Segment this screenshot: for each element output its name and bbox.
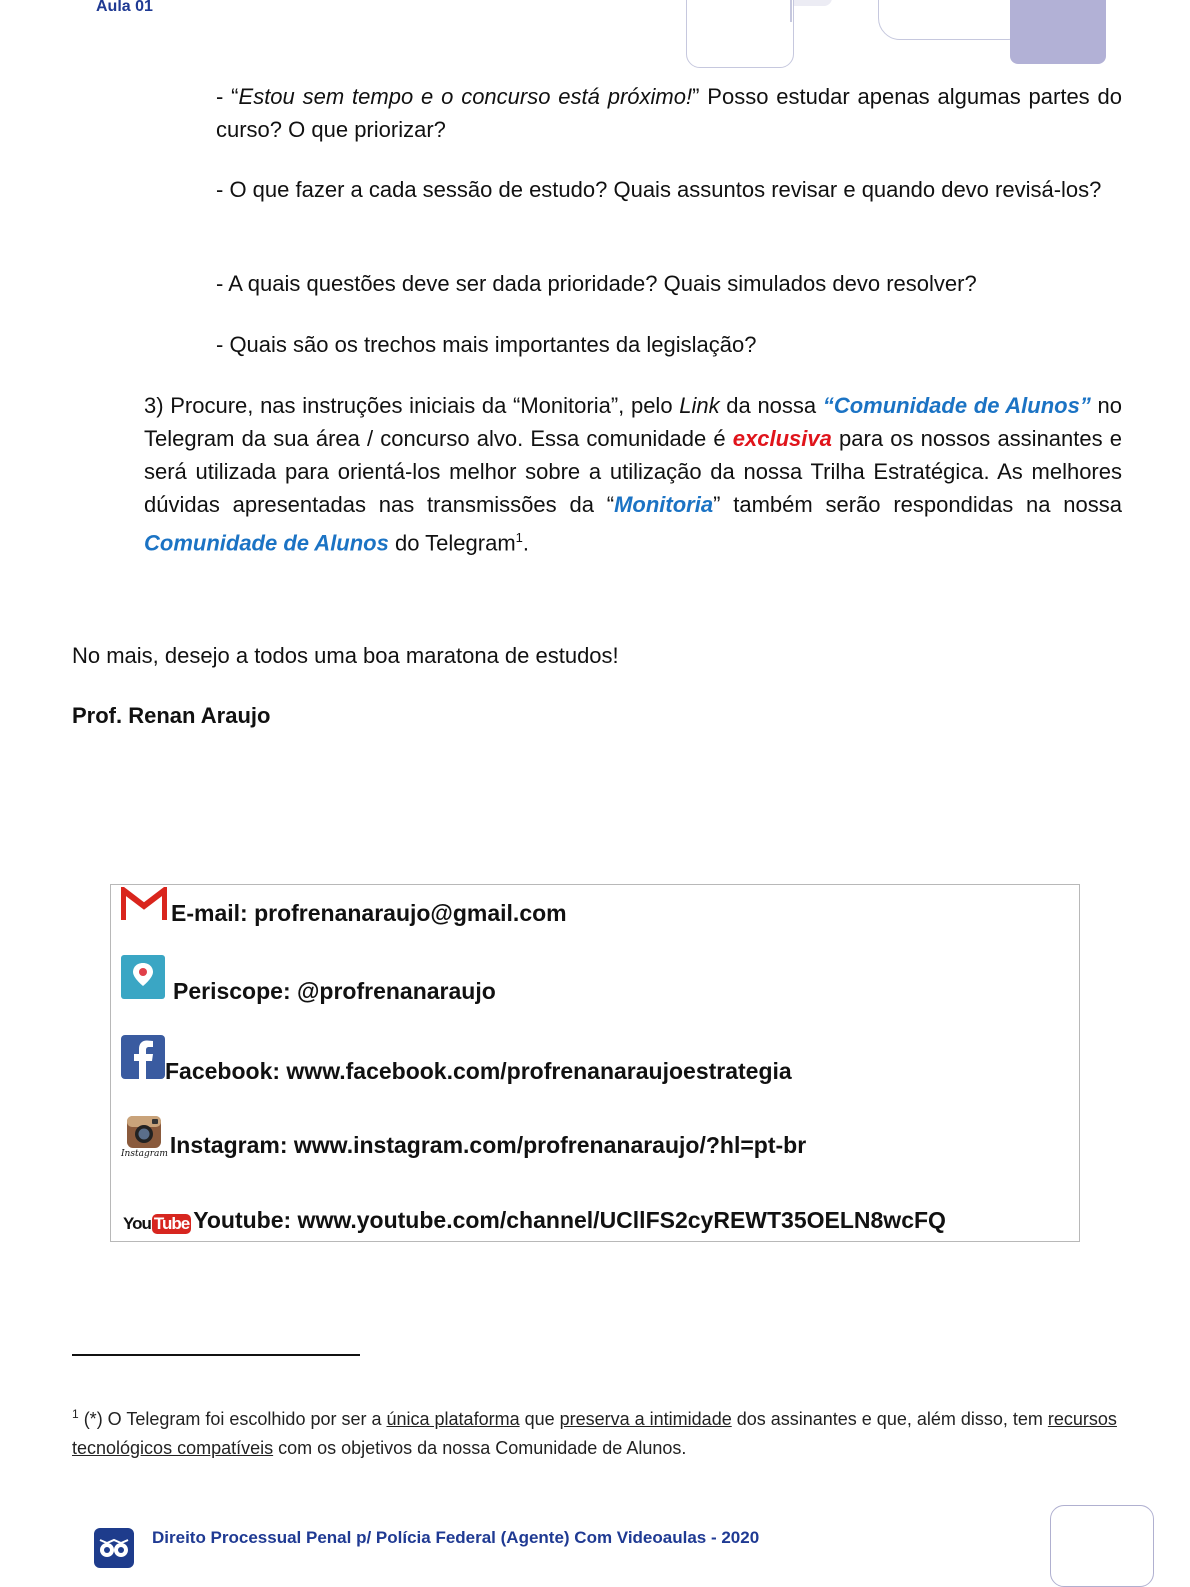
email-text[interactable]: E-mail: profrenanaraujo@gmail.com: [171, 900, 567, 926]
instagram-icon: Instagram: [121, 1115, 168, 1159]
lesson-label: Aula 01: [96, 0, 153, 15]
monitoria-highlight: Monitoria: [614, 492, 714, 517]
facebook-text[interactable]: Facebook: www.facebook.com/profrenanaraujoestrategia: [165, 1058, 792, 1084]
header-decoration: [878, 0, 1030, 40]
header-decoration: [1010, 0, 1106, 64]
youtube-icon: You Tube: [123, 1214, 190, 1233]
closing-text: No mais, desejo a todos uma boa maratona de estudos!: [72, 643, 619, 668]
contact-facebook: [121, 1035, 792, 1085]
footnote: $^1$ (*) O Telegram foi escolhido por ser a única plataforma que preserva a intimidade dos assinantes e que, além disso, tem recursos tecnológicos compatíveis com os objetivos da nossa Comunidade de Alunos.: [72, 1407, 1117, 1458]
footnote-ref: 1: [515, 530, 523, 545]
instruction-paragraph: 3) Procure, nas instruções iniciais da “Monitoria”, pelo Link da nossa “Comunidade de Alunos” no Telegram da sua área / concurso alvo. Essa comunidade é exclusiva para os nossos assinantes e será utilizada para orientá-los melhor sobre a utilização da nossa Trilha Estratégica. As melhores dúvidas apresentadas nas transmissões da “Monitoria” também serão respondidas na nossa Comunidade de Alunos do Telegram$^1$.: [144, 393, 1122, 556]
contact-periscope: [121, 955, 496, 1005]
header-decoration: [790, 0, 792, 22]
contact-instagram: [121, 1115, 806, 1159]
community-name: Comunidade de Alunos: [144, 530, 389, 556]
header-decoration: [686, 0, 794, 68]
question-1: - “Estou sem tempo e o concurso está próximo!” Posso estudar apenas algumas partes do curso? O que priorizar?: [216, 84, 1123, 142]
contact-email: [121, 887, 567, 927]
contact-youtube: [123, 1207, 946, 1234]
question-4: - Quais são os trechos mais importantes da legislação?: [216, 332, 757, 357]
question-2: - O que fazer a cada sessão de estudo? Quais assuntos revisar e quando devo revisá-los?: [216, 177, 1102, 202]
question-3: - A quais questões deve ser dada prioridade? Quais simulados devo resolver?: [216, 271, 977, 296]
gmail-icon: [121, 887, 167, 927]
youtube-text[interactable]: Youtube: www.youtube.com/channel/UCllFS2cyREWT35OELN8wcFQ: [193, 1207, 946, 1233]
facebook-icon: [121, 1035, 165, 1085]
owl-logo-icon: [94, 1528, 134, 1568]
exclusive-highlight: exclusiva: [732, 426, 832, 451]
periscope-icon: [121, 955, 165, 1005]
signature: Prof. Renan Araujo: [72, 703, 271, 728]
contact-box: [110, 884, 1080, 1242]
footnote-divider: [72, 1354, 360, 1356]
course-title: Direito Processual Penal p/ Polícia Federal (Agente) Com Videoaulas - 2020: [152, 1528, 760, 1547]
periscope-text[interactable]: Periscope: @profrenanaraujo: [173, 978, 496, 1004]
instagram-text[interactable]: Instagram: www.instagram.com/profrenanaraujo/?hl=pt-br: [169, 1132, 807, 1158]
footer-decoration: [1050, 1505, 1154, 1587]
community-name: “Comunidade de Alunos”: [822, 393, 1091, 418]
